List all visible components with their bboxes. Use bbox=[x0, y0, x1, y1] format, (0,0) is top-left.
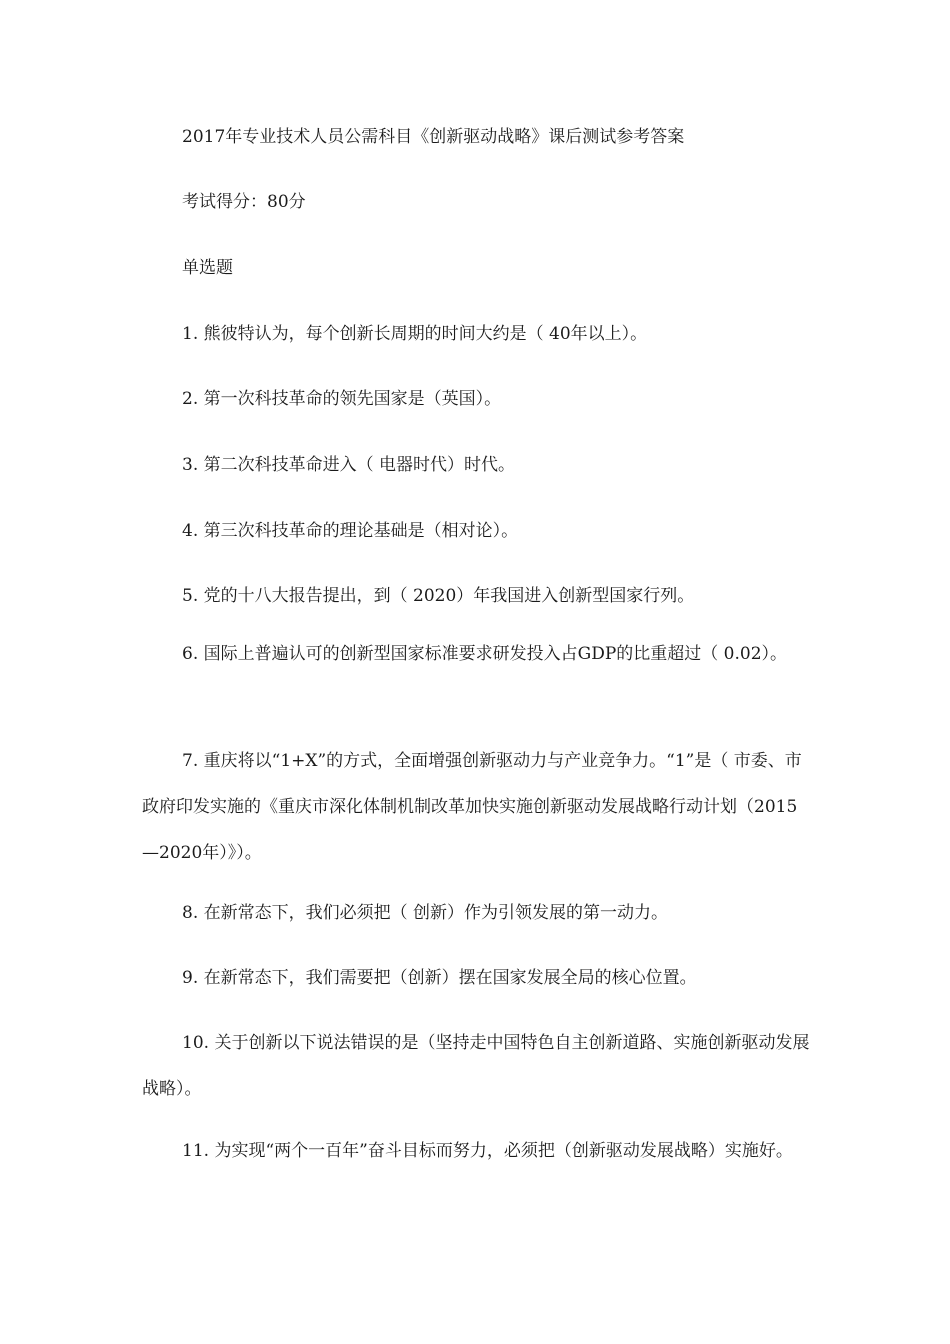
document-title: 2017年专业技术人员公需科目《创新驱动战略》课后测试参考答案 bbox=[182, 127, 685, 147]
question-item: 7. 重庆将以“1+X”的方式，全面增强创新驱动力与产业竞争力。“1”是（ 市委、市政府印发实施的《重庆市深化体制机制改革加快实施创新驱动发展战略行动计划（2015—2020年）》）。 bbox=[142, 751, 802, 863]
question-item: 1. 熊彼特认为，每个创新长周期的时间大约是（ 40年以上）。 bbox=[182, 324, 648, 344]
question-item: 4. 第三次科技革命的理论基础是（相对论）。 bbox=[182, 521, 519, 541]
question-item: 11. 为实现“两个一百年”奋斗目标而努力，必须把（创新驱动发展战略）实施好。 bbox=[182, 1141, 793, 1161]
question-item: 8. 在新常态下，我们必须把（ 创新）作为引领发展的第一动力。 bbox=[182, 903, 669, 923]
question-item: 9. 在新常态下，我们需要把（创新）摆在国家发展全局的核心位置。 bbox=[182, 968, 697, 988]
question-item: 6. 国际上普遍认可的创新型国家标准要求研发投入占GDP的比重超过（ 0.02）。 bbox=[182, 644, 788, 664]
section-heading: 单选题 bbox=[182, 258, 233, 278]
question-item: 10. 关于创新以下说法错误的是（坚持走中国特色自主创新道路、实施创新驱动发展战略）。 bbox=[142, 1033, 810, 1099]
question-item: 5. 党的十八大报告提出，到（ 2020）年我国进入创新型国家行列。 bbox=[182, 586, 695, 606]
exam-score: 考试得分：80分 bbox=[182, 192, 306, 212]
question-item: 2. 第一次科技革命的领先国家是（英国）。 bbox=[182, 389, 502, 409]
question-item: 3. 第二次科技革命进入（ 电器时代）时代。 bbox=[182, 455, 516, 475]
